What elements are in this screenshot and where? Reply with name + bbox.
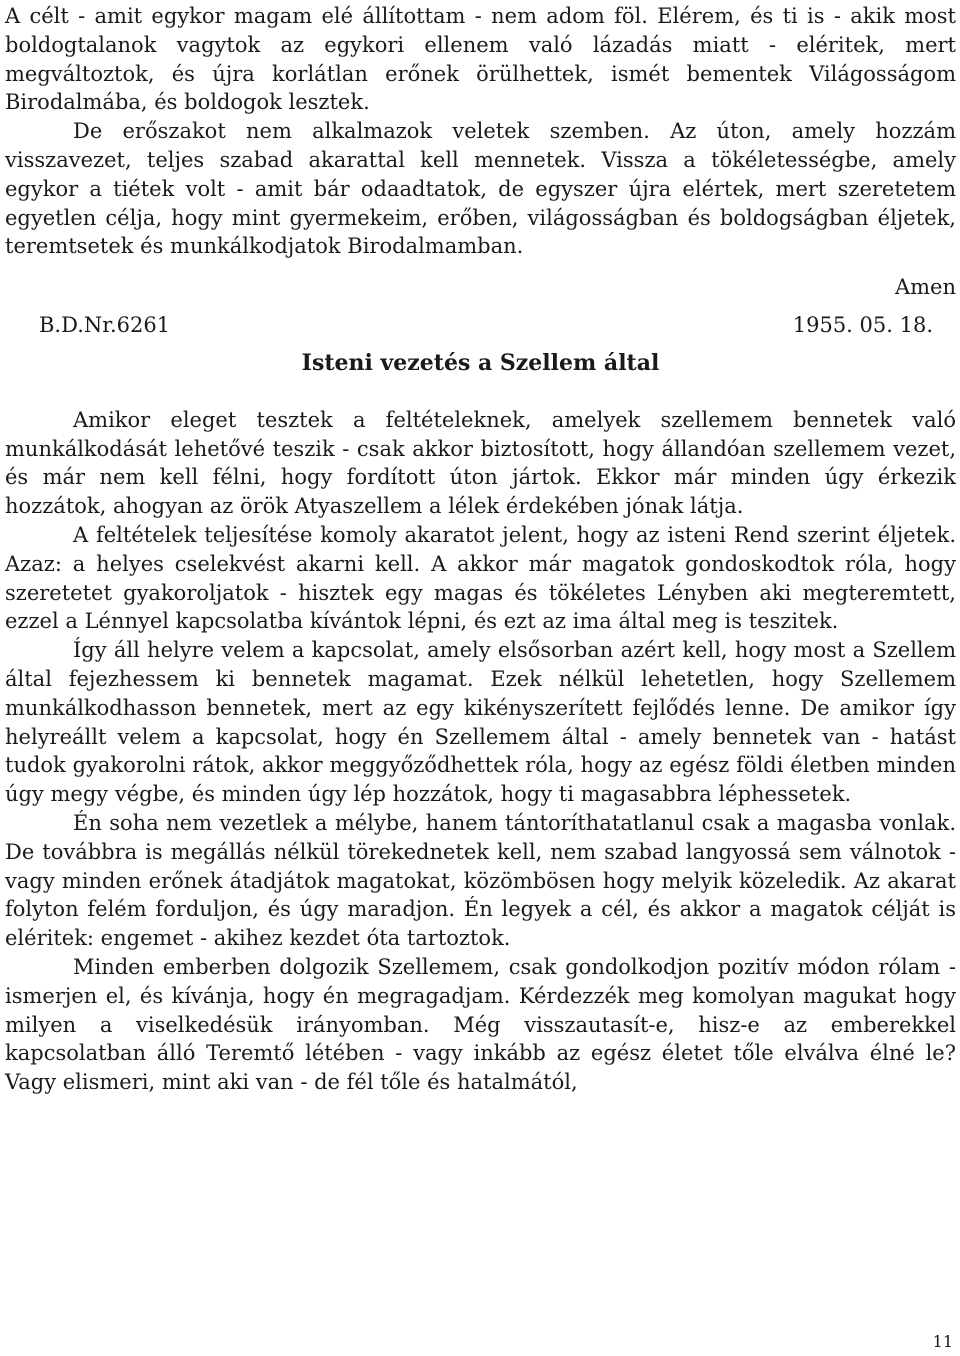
section-paragraph-5: Minden emberben dolgozik Szellemem, csak gondolkodjon pozitív módon rólam - ismerjen el, és kívánja, hogy én megragadjam. Kérdezzék meg komolyan magukat hogy milyen a viselkedésük irányomban. Még visszautasít-e, hisz-e az emberekkel kapcsolatban álló Teremtő létében - vagy inkább az egész életet tőle elválva élné le? Vagy elismeri, mint aki van - de fél tőle és hatalmától, xyxy=(5,954,956,1095)
reference-date: 1955. 05. 18. xyxy=(792,312,933,337)
section-paragraph-2: A feltételek teljesítése komoly akaratot jelent, hogy az isteni Rend szerint éljetek. Azaz: a helyes cselekvést akarni kell. A akkor már magatok gondoskodtok róla, hogy szeretetet gyakoroljatok - hisztek egy magas és tökéletes Lényben aki megteremtett, ezzel a Lénnyel kapcsolatba kívántok lépni, és ezt az ima által meg is teszitek. xyxy=(5,522,956,634)
opening-paragraph-1: A célt - amit egykor magam elé állítottam - nem adom föl. Elérem, és ti is - akik most boldogtalanok vagytok az egykori ellenem való lázadás miatt - eléritek, mert megváltoztok, és újra korlátlan erőnek örülhettek, ismét bementek Világosságom Birodalmába, és boldogok lesztek. xyxy=(5,4,956,115)
document-page xyxy=(5,0,956,1097)
section-paragraph-4: Én soha nem vezetlek a mélybe, hanem tántoríthatatlanul csak a magasba vonlak. De továbbra is megállás nélkül törekednetek kell, nem szabad langyossá sem válnotok - vagy minden erőnek átadjátok magatokat, közömbösen hogy melyik közeledik. Az akarat folyton felém forduljon, és úgy maradjon. Én legyek a cél, és akkor a magatok célját is eléritek: engemet - akihez kezdet óta tartoztok. xyxy=(5,810,956,951)
section-title: Isteni vezetés a Szellem által xyxy=(301,349,660,376)
page-number: 11 xyxy=(932,1332,953,1351)
reference-number: B.D.Nr.6261 xyxy=(39,312,171,337)
closing-amen: Amen xyxy=(894,275,956,300)
section-paragraph-1: Amikor eleget tesztek a feltételeknek, amelyek szellemem bennetek való munkálkodását lehetővé teszik - csak akkor biztosított, hogy állandóan szellemem vezet, és már nem kell félni, hogy fordított úton jártok. Ekkor már minden úgy érkezik hozzátok, ahogyan az örök Atyaszellem a lélek érdekében jónak látja. xyxy=(5,407,956,519)
section-paragraph-3: Így áll helyre velem a kapcsolat, amely elsősorban azért kell, hogy most a Szellem által fejezhessem ki bennetek magamat. Ezek nélkül lehetetlen, hogy Szellemem munkálkodhasson bennetek, mert az egy kikényszerített fejlődés lenne. De amikor így helyreállt velem a kapcsolat, hogy én Szellemem által - amely bennetek van - hatást tudok gyakorolni rátok, akkor meggyőződhettek róla, hogy az egész földi életben minden úgy megy végbe, és minden úgy lép hozzátok, hogy ti magasabbra léphessetek. xyxy=(5,638,956,807)
reference-line xyxy=(5,311,956,340)
opening-paragraph-2: De erőszakot nem alkalmazok veletek szemben. Az úton, amely hozzám visszavezet, teljes szabad akarattal kell mennetek. Vissza a tökéletességbe, amely egykor a tiétek volt - amit bár odaadtatok, de egyszer újra elértek, mert szeretetem egyetlen célja, hogy mint gyermekeim, erőben, világosságban és boldogságban éljetek, teremtsetek és munkálkodjatok Birodalmamban. xyxy=(5,119,956,259)
